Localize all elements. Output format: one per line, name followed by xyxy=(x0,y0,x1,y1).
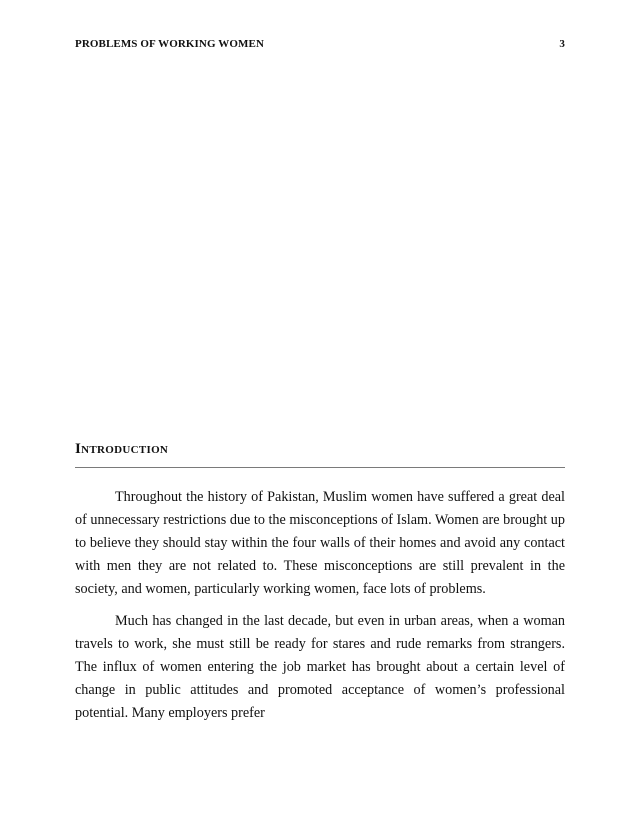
page-number: 3 xyxy=(559,38,565,50)
running-header xyxy=(75,38,565,50)
body-text xyxy=(75,486,565,734)
paragraph-2: Much has changed in the last decade, but even in urban areas, when a woman travels to work, she must still be ready for stares and rude remarks from strangers. The influx of women entering the job market has brought about a certain level of change in public attitudes and promoted acceptance of women’s professional potential. Many employers prefer xyxy=(75,613,565,721)
section-heading: Introduction xyxy=(75,441,169,457)
paragraph-1: Throughout the history of Pakistan, Muslim women have suffered a great deal of unnecessary restrictions due to the misconceptions of Islam. Women are brought up to believe they should stay within the four walls of their homes and avoid any contact with men they are not related to. These misconceptions are still prevalent in the society, and women, particularly working women, face lots of problems. xyxy=(75,489,565,597)
section-divider xyxy=(75,467,565,468)
running-header-title: PROBLEMS OF WORKING WOMEN xyxy=(75,38,265,50)
